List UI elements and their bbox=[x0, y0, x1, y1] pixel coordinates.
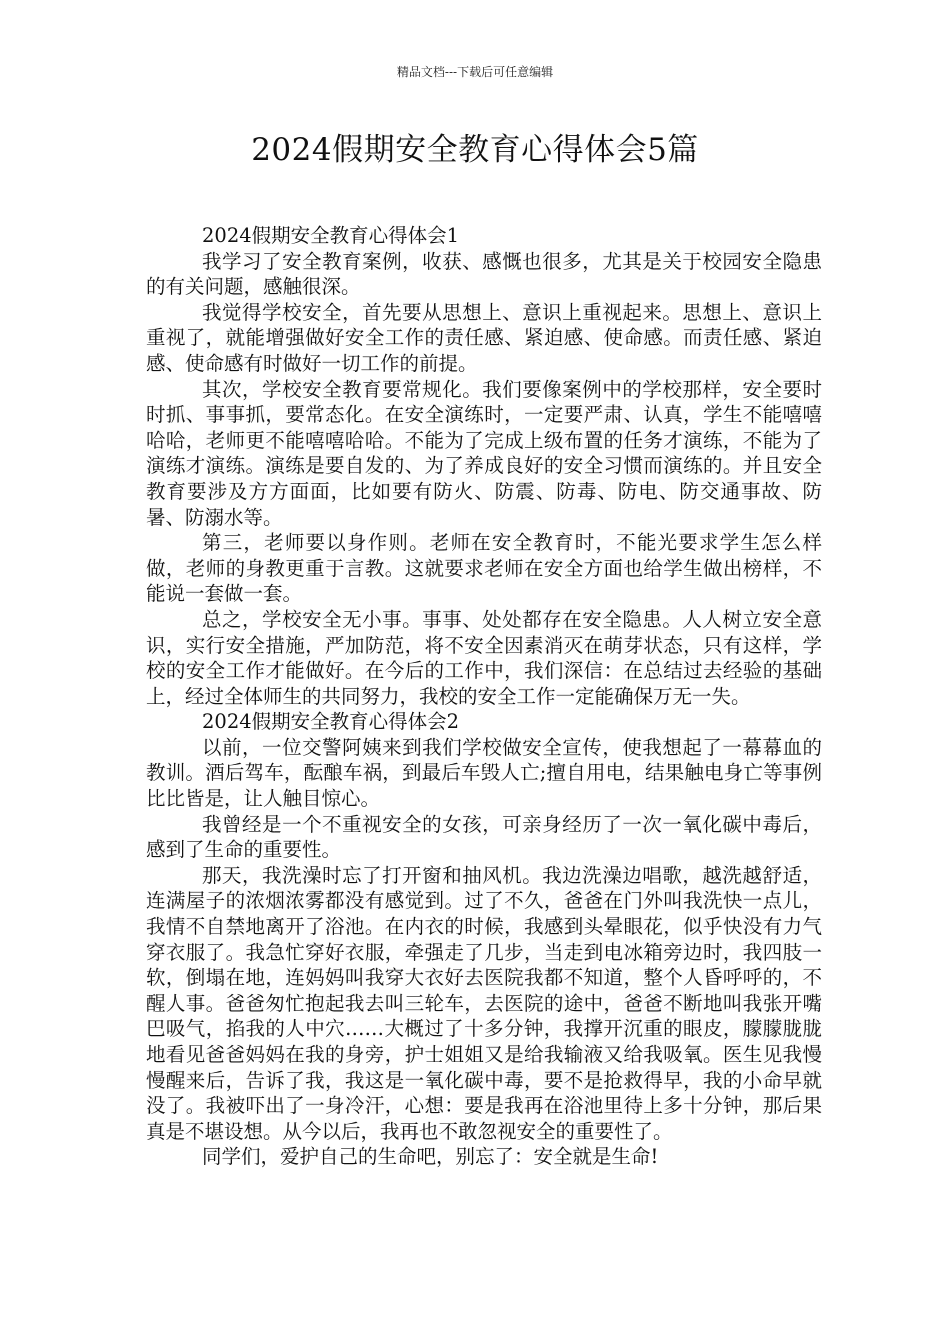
section-heading-1: 2024假期安全教育心得体会1 bbox=[202, 224, 460, 247]
paragraph: 第三，老师要以身作则。老师在安全教育时，不能光要求学生怎么样做，老师的身教更重于言教。这就要求老师在安全方面也给学生做出榜样，不能说一套做一套。 bbox=[146, 531, 822, 606]
paragraph: 我曾经是一个不重视安全的女孩，可亲身经历了一次一氧化碳中毒后，感到了生命的重要性。 bbox=[146, 812, 822, 862]
document-body bbox=[146, 223, 822, 1170]
document-title: 2024假期安全教育心得体会5篇 bbox=[251, 132, 699, 168]
paragraph: 那天，我洗澡时忘了打开窗和抽风机。我边洗澡边唱歌，越洗越舒适，连满屋子的浓烟浓雾都没有感觉到。过了不久，爸爸在门外叫我洗快一点儿，我情不自禁地离开了浴池。在内衣的时候，我感到头晕眼花，似乎快没有力气穿衣服了。我急忙穿好衣服，牵强走了几步，当走到电冰箱旁边时，我四肢一软，倒塌在地，连妈妈叫我穿大衣好去医院我都不知道，整个人昏呼呼的，不醒人事。爸爸匆忙抱起我去叫三轮车，去医院的途中，爸爸不断地叫我张开嘴巴吸气，掐我的人中穴……大概过了十多分钟，我撑开沉重的眼皮，朦朦胧胧地看见爸爸妈妈在我的身旁，护士姐姐又是给我输液又给我吸氧。医生见我慢慢醒来后，告诉了我，我这是一氧化碳中毒，要不是抢救得早，我的小命早就没了。我被吓出了一身冷汗，心想：要是我再在浴池里待上多十分钟，那后果真是不堪设想。从今以后，我再也不敢忽视安全的重要性了。 bbox=[146, 863, 822, 1143]
paragraph: 以前，一位交警阿姨来到我们学校做安全宣传，使我想起了一幕幕血的教训。酒后驾车，酝酿车祸，到最后车毁人亡;擅自用电，结果触电身亡等事例比比皆是，让人触目惊心。 bbox=[146, 735, 822, 811]
paragraph: 其次，学校安全教育要常规化。我们要像案例中的学校那样，安全要时时抓、事事抓，要常态化。在安全演练时，一定要严肃、认真，学生不能嘻嘻哈哈，老师更不能嘻嘻哈哈。不能为了完成上级布置的任务才演练，不能为了演练才演练。演练是要自发的、为了养成良好的安全习惯而演练的。并且安全教育要涉及方方面面，比如要有防火、防震、防毒、防电、防交通事故、防暑、防溺水等。 bbox=[146, 377, 822, 529]
paragraph: 总之，学校安全无小事。事事、处处都存在安全隐患。人人树立安全意识，实行安全措施，严加防范，将不安全因素消灭在萌芽状态，只有这样，学校的安全工作才能做好。在今后的工作中，我们深信：在总结过去经验的基础上，经过全体师生的共同努力，我校的安全工作一定能确保万无一失。 bbox=[146, 607, 822, 708]
section-heading-2: 2024假期安全教育心得体会2 bbox=[202, 710, 460, 734]
paragraph: 我觉得学校安全，首先要从思想上、意识上重视起来。思想上、意识上重视了，就能增强做好安全工作的责任感、紧迫感、使命感。而责任感、紧迫感、使命感有时做好一切工作的前提。 bbox=[146, 300, 822, 375]
paragraph: 同学们，爱护自己的生命吧，别忘了：安全就是生命! bbox=[202, 1145, 659, 1169]
header-note: 精品文档---下载后可任意编辑 bbox=[396, 65, 554, 79]
paragraph: 我学习了安全教育案例，收获、感慨也很多，尤其是关于校园安全隐患的有关问题，感触很深。 bbox=[146, 249, 822, 299]
